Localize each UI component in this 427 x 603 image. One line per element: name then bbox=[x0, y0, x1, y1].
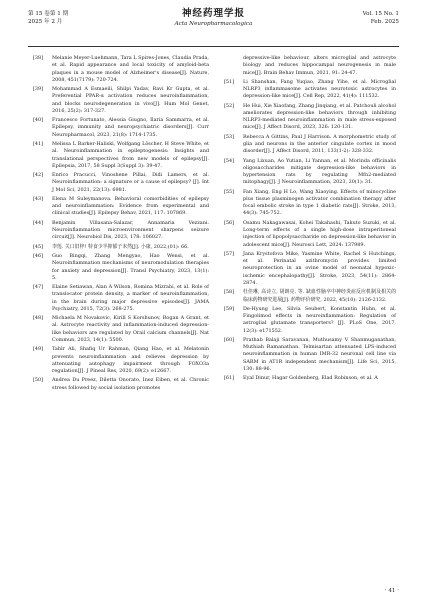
reference-number: [48] bbox=[33, 315, 44, 322]
reference-number: [38] bbox=[33, 55, 44, 61]
reference-item bbox=[33, 284, 209, 313]
reference-text: Jana Krystofova Mike, Yasmine White, Rachel S Hutchings, et al. Perinatal azithromycin provides limited neuroprotection in an ovine model of neonatal hypoxic-ischemic encephalopathy[J]. Stroke, 2023, 54(11): 2864-2874. bbox=[243, 250, 396, 286]
reference-item bbox=[224, 55, 396, 77]
page-number: · 41 · bbox=[384, 588, 399, 594]
reference-text: He Hui, Xie Xiaofang, Zhang Jinqiang, et al. Patchouli alcohol ameliorates depression-like behaviors through inhibiting NLRP3-mediated neuroinflammation in male stress-exposed mice[J]. J Affect Disord, 2023, 326: 120-131. bbox=[243, 102, 396, 131]
reference-text: Melissa L Barker-Haliski, Wolfgang Löscher, H Steve White, et al. Neuroinflammation in epileptogenesis: Insights and translational perspectives from new models of epilepsy[J]. Epilepsia, 2017, 58 Suppl 3(Suppl 3): 39-47. bbox=[52, 141, 209, 169]
journal-title-cn: 神经药理学报 bbox=[181, 8, 245, 19]
volume-issue-cn: 第 15 卷第 1 期 bbox=[28, 11, 69, 17]
reference-item bbox=[33, 244, 209, 251]
reference-number: [53] bbox=[224, 133, 235, 140]
reference-text: Francesco Fortunato, Alessia Giugno, Ilaria Sammarra, et al. Epilepsy, immunity and neuropsychiatric disorders[J]. Curr Neuropharmacol, 2023, 21(8): 1714-1735. bbox=[52, 117, 209, 138]
reference-text: Li Shanshan, Fang Yuqiao, Zhang Yihe, et al. Microglial NLRP3 inflammasome activates neurotoxic astrocytes in depression-like mice[J]. Cell Rep, 2022, 41(4): 111532. bbox=[243, 78, 396, 100]
reference-text: Elena M Suleymanova. Behavioral comorbidities of epilepsy and neuroinflammation: Evidence from experimental and clinical studies[J]. Epilepsy Behav, 2021, 117: 107869. bbox=[52, 195, 209, 217]
reference-item bbox=[224, 79, 396, 101]
reference-text: Eyal Dinur, Hagar Goldenberg, Elad Robinson, et al. A bbox=[243, 375, 378, 382]
reference-item bbox=[224, 337, 396, 373]
reference-number: [56] bbox=[224, 219, 235, 226]
reference-number: [54] bbox=[224, 157, 235, 164]
reference-text: Michaela M Novakovic, Kirill S Korshunov, Rogan A Grant, et al. Astrocyte reactivity and inflammation-induced depression-like behaviors are regulated by Orail calcium channels[J]. Nat Commun, 2023, 14(1): 5500. bbox=[52, 315, 209, 343]
reference-text: Mohammad A Esmaeili, Shilpi Yadav, Ravi Kr Gupta, et al. Preferential PPAR-α activation reduces neuroinflammation, and blocks neurodegeneration in vivo[J]. Hum Mol Genet, 2016, 25(2): 317-327. bbox=[52, 86, 209, 114]
reference-number: [45] bbox=[33, 243, 44, 250]
reference-text: Enrico Pracucci, Vinoshene Pillai, Didi Lamers, et al. Neuroinflammation: a signature or a cause of epilepsy? [J]. Int J Mol Sci, 2021, 22(13): 6981. bbox=[52, 172, 209, 193]
reference-number: [61] bbox=[224, 375, 235, 382]
journal-header bbox=[28, 6, 399, 47]
reference-text: De-Hyung Lee, Silvia Seubert, Konstantin Huhn, et al. Fingolimod effects in neuroinflammation: Regulation of astroglial glutamate transporters? [J]. PLoS One, 2017, 12(3): e171552. bbox=[243, 305, 396, 334]
reference-text: Fan Xiang, Eng H Lo, Wang Xiaoying. Effects of minocycline plus tissue plasminogen activator combination therapy after focal embolic stroke in type 1 diabetic rats[J]. Stroke, 2013, 44(3): 745-752. bbox=[243, 188, 396, 217]
reference-text: Yang Lixuan, Ao Yutian, Li Yannan, et al. Morinda officinalis oligosaccharides mitigate depression-like behaviors in hypertension rats by regulating Mfn2-mediated mitophagy[J]. J Neuroinflammation, 2023, 20(1): 31. bbox=[243, 157, 396, 186]
reference-text: Elaine Setiawan, Alan A Wilson, Romina Mizrahi, et al. Role of translocator protein density, a marker of neuroinflammation, in the brain during major depressive episodes[J]. JAMA Psychiatry, 2015, 72(3): 268-275. bbox=[52, 284, 209, 312]
header-right bbox=[363, 10, 399, 26]
date-cn: 2025 年 2 月 bbox=[28, 19, 63, 25]
reference-item bbox=[224, 375, 396, 382]
date-en: Feb. 2025 bbox=[370, 19, 399, 25]
reference-text: Tahir Ali, Shafiq Ur Rahman, Qiang Hao, et al. Melatonin prevents neuroinflammation and relieves depression by attenuating autophagy impairment through FOXO3a regulation[J]. J Pineal Res, 2020, 69(2): e12667. bbox=[52, 346, 209, 375]
reference-item bbox=[33, 253, 209, 282]
reference-number: [44] bbox=[33, 219, 44, 226]
reference-number: [42] bbox=[33, 172, 44, 179]
reference-item bbox=[224, 220, 396, 249]
reference-text: 杜佳琳, 高诗立, 胡朗亮, 等. 缺血性脑卒中神经炎症反应机制及相关的临床药物研究进展[J]. 药物评价研究, 2022, 45(10): 2126-2132. bbox=[243, 289, 396, 303]
reference-item bbox=[224, 134, 396, 156]
reference-item bbox=[224, 189, 396, 218]
header-center bbox=[28, 7, 399, 28]
reference-item bbox=[224, 251, 396, 287]
journal-title-en: Acta Neuropharmacologica bbox=[174, 21, 253, 27]
reference-item bbox=[33, 172, 209, 194]
reference-number: [39] bbox=[33, 86, 44, 93]
reference-item bbox=[33, 141, 209, 170]
reference-item bbox=[33, 86, 209, 115]
reference-number: [60] bbox=[224, 336, 235, 343]
reference-number: [47] bbox=[33, 284, 44, 291]
reference-item bbox=[224, 103, 396, 132]
reference-number: [49] bbox=[33, 346, 44, 353]
reference-number: [57] bbox=[224, 250, 235, 257]
references-left-column bbox=[33, 55, 209, 394]
reference-number: [52] bbox=[224, 102, 235, 109]
reference-item bbox=[33, 346, 209, 375]
reference-text: Andrea Du Preez, Diletta Onorato, Inez Eiben, et al. Chronic stress followed by social isolation promotes bbox=[52, 377, 209, 391]
reference-text: Melanie Meyer-Luehmann, Tara L Spires-Jones, Claudia Prada, et al. Rapid appearance and local toxicity of amyloid-beta plaques in a mouse model of Alzheimer's disease[J]. Nature, 2008, 451(7179): 720-724. bbox=[52, 55, 209, 83]
reference-item bbox=[33, 315, 209, 344]
reference-item bbox=[33, 377, 209, 392]
reference-text: Rebecca A Gittins, Paul J Harrison. A morphometric study of glia and neurons in the anterior cingulate cortex in mood disorder[J]. J Affect Disord, 2011, 133(1-2): 328-332. bbox=[243, 133, 396, 155]
volume-issue-en: Vol. 15 No. 1 bbox=[362, 11, 399, 17]
reference-number: [50] bbox=[33, 377, 44, 384]
reference-item bbox=[33, 220, 209, 242]
reference-item bbox=[224, 306, 396, 335]
reference-item bbox=[33, 117, 209, 139]
reference-number: [43] bbox=[33, 195, 44, 202]
reference-item bbox=[224, 158, 396, 187]
reference-number: [58] bbox=[224, 289, 235, 296]
reference-text: depressive-like behaviour, alters microglial and astrocyte biology and reduces hippocampal neurogenesis in male mice[J]. Brain Behav Immun, 2021, 91: 24-47. bbox=[243, 55, 396, 76]
reference-item bbox=[224, 289, 396, 304]
reference-number: [51] bbox=[224, 78, 235, 85]
reference-number: [55] bbox=[224, 188, 235, 195]
reference-number: [59] bbox=[224, 305, 235, 312]
reference-text: Osamu Nakagawasai, Kohei Takahashi, Takuto Suzuki, et al. Long-term effects of a single high-dose intraperitoneal injection of lipopolysaccharide on depression-like behavior in adolescent mice[J]. Neurosci Lett, 2024: 137989. bbox=[243, 219, 396, 248]
reference-text: 李莲. 关口旧梓! 特食少半抑郁子未然[J]. 小康, 2022,(01): 66. bbox=[52, 243, 189, 250]
reference-text: Prathab Balaji Saravanan, Muthusamy V Shanmuganathan, Muthiah Ramanathan. Telmisartan attenuated LPS-induced neuroinflammation in human IMR-32 neuronal cell line via SARM in AT1R independent mechanism[J]. Life Sci, 2015, 130: 88-96. bbox=[243, 336, 396, 372]
reference-number: [41] bbox=[33, 141, 44, 148]
reference-item bbox=[33, 55, 209, 84]
reference-text: Benjamin Villasana-Salazar, Annamaria Vezzani. Neuroinflammation microenvironment sharpens seizure circuit[J]. Neurobiol Dis, 2023, 178: 106027. bbox=[52, 219, 209, 241]
references-right-column bbox=[224, 55, 396, 385]
reference-text: Guo Bingqi, Zhang Mengyao, Hao Wensi, et al. Neuroinflammation mechanisms of neuromodulation therapies for anxiety and depression[J]. Transl Psychiatry, 2023, 13(1): 5. bbox=[52, 253, 209, 281]
reference-number: [40] bbox=[33, 117, 44, 124]
reference-item bbox=[33, 196, 209, 218]
reference-number: [46] bbox=[33, 253, 44, 259]
